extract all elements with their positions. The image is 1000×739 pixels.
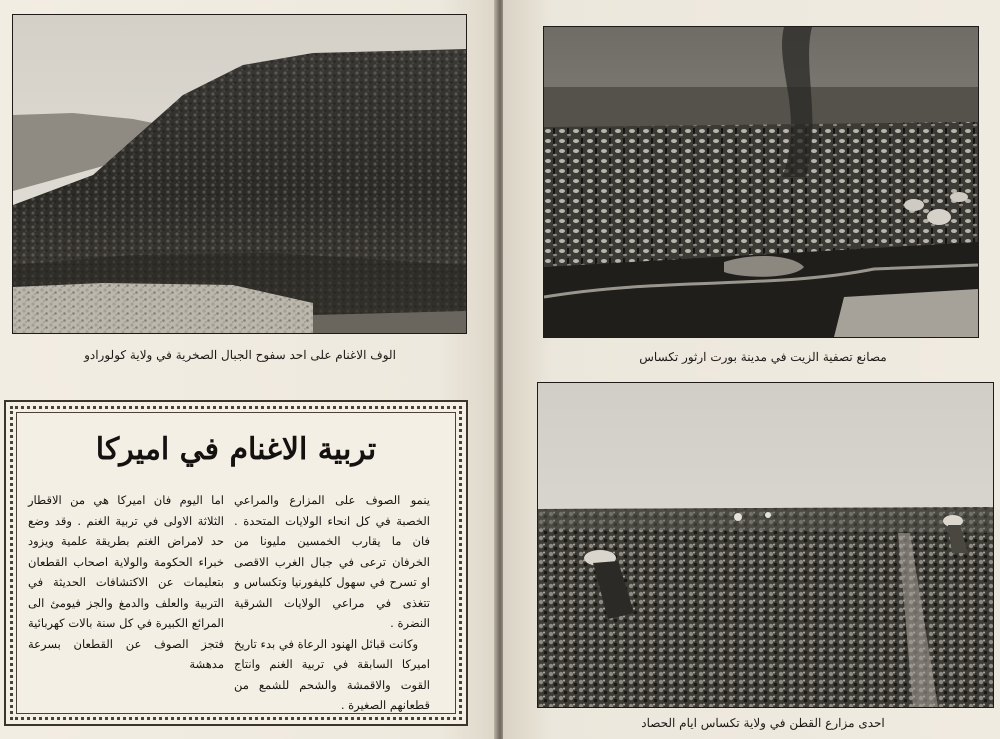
oil-refinery-photo [543,26,979,338]
article-title: تربية الاغنام في اميركا [95,432,377,467]
article-column-left [28,490,224,675]
article-paragraph: ينمو الصوف على المزارع والمراعي الخصبة في كل انحاء الولايات المتحدة . فان ما يقارب الخمسين مليونا من الخرفان ترعى في جبال الغرب الاقصى او تسرح في سهول كليفورنيا وتكساس و تتغذى في مراعي الولايات الشرقية النضرة . [234,493,430,630]
sheep-photo-caption: الوف الاغنام على احد سفوح الجبال الصخرية في ولاية كولورادو [84,348,396,362]
article-column-right [234,490,430,716]
refinery-photo-caption: مصانع تصفية الزيت في مدينة بورت ارثور تكساس [639,350,887,364]
cotton-field-photo [537,382,994,708]
cotton-photo-caption: احدى مزارع القطن في ولاية تكساس ايام الحصاد [641,716,885,730]
sheep-hillside-photo [12,14,467,334]
article-paragraph: اما اليوم فان اميركا هي من الاقطار الثلاثة الاولى في تربية الغنم . وقد وضع حد لامراض الغنم بطريقة علمية ويزود خبراء الحكومة والولاية اصحاب القطعان بتعليمات عن الاكتشافات الحديثة في التربية والعلف والدمغ والجز فيومئ الى المرائع الكبيرة في كل سنة بالات كهربائية فتجز الصوف عن القطعان بسرعة مدهشة [28,493,224,671]
article-paragraph: وكانت قبائل الهنود الرعاة في بدء تاريخ اميركا السابقة في تربية الغنم وانتاج القوت والاقمشة والشحم للشمع من قطعانهم الصغيرة . [234,636,430,712]
right-page [503,0,1000,739]
article-frame [4,400,468,726]
left-page [0,0,497,739]
